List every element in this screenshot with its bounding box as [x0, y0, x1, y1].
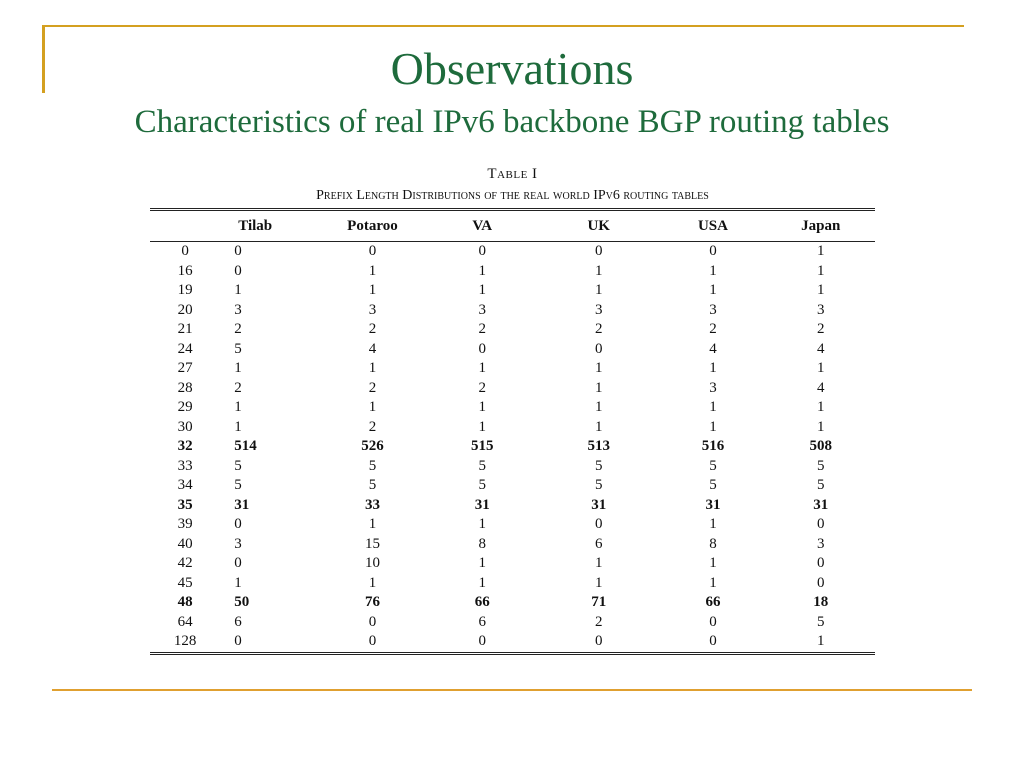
count-cell: 514: [234, 438, 257, 454]
count-cell: 1: [234, 574, 242, 591]
table-row: [150, 574, 875, 594]
count-cell: 1: [817, 633, 825, 649]
table-row: [150, 340, 875, 360]
count-cell: 1: [594, 399, 603, 415]
table-row: [150, 476, 875, 496]
count-cell: 5: [234, 457, 242, 474]
count-cell: 3: [368, 301, 377, 318]
count-cell: 1: [368, 262, 377, 279]
count-cell: 6: [594, 535, 603, 552]
count-cell: 1: [594, 262, 603, 279]
prefix-length-cell: 48: [177, 594, 193, 610]
count-cell: 31: [705, 496, 721, 513]
count-cell: 50: [234, 594, 250, 610]
header-cell: Tilab: [220, 210, 318, 242]
count-cell: 0: [234, 633, 242, 649]
prefix-length-cell: 30: [177, 418, 193, 435]
count-cell: 2: [368, 418, 377, 435]
count-cell: 1: [594, 379, 603, 396]
count-cell: 0: [478, 340, 486, 357]
count-cell: 2: [234, 379, 242, 396]
count-cell: 66: [705, 594, 721, 610]
count-cell: 2: [594, 613, 603, 630]
count-cell: 526: [361, 438, 384, 454]
prefix-length-cell: 20: [177, 301, 193, 318]
count-cell: 1: [709, 360, 717, 376]
table-row: [150, 632, 875, 653]
count-cell: 5: [368, 477, 377, 493]
count-cell: 1: [817, 262, 825, 279]
count-cell: 515: [470, 438, 494, 454]
table-label: Table I: [487, 166, 538, 182]
count-cell: 1: [709, 555, 717, 571]
count-cell: 5: [594, 457, 603, 474]
prefix-length-cell: 34: [177, 477, 193, 493]
count-cell: 1: [817, 282, 825, 298]
prefix-length-cell: 24: [177, 340, 193, 357]
prefix-length-cell: 35: [177, 496, 193, 513]
count-cell: 1: [234, 399, 242, 415]
count-cell: 3: [709, 379, 717, 396]
count-cell: 1: [817, 243, 825, 259]
count-cell: 1: [368, 282, 377, 298]
count-cell: 31: [474, 496, 490, 513]
table-row: [150, 554, 875, 574]
count-cell: 1: [594, 282, 603, 298]
count-cell: 3: [594, 301, 603, 318]
count-cell: 1: [817, 360, 825, 376]
count-cell: 4: [817, 379, 825, 396]
count-cell: 0: [594, 516, 603, 532]
count-cell: 1: [594, 418, 603, 435]
count-cell: 2: [368, 379, 377, 396]
count-cell: 1: [594, 555, 603, 571]
prefix-length-cell: 32: [177, 438, 193, 454]
header-cell: VA: [426, 210, 538, 242]
table-row: [150, 262, 875, 282]
count-cell: 1: [234, 360, 242, 376]
count-cell: 3: [234, 301, 242, 318]
count-cell: 2: [478, 321, 486, 337]
table-row: [150, 535, 875, 555]
count-cell: 33: [364, 496, 380, 513]
table-row: [150, 398, 875, 418]
prefix-length-cell: 42: [177, 555, 193, 571]
prefix-length-cell: 28: [177, 379, 193, 396]
count-cell: 0: [478, 633, 486, 649]
prefix-length-cell: 39: [177, 516, 193, 532]
count-cell: 4: [817, 340, 825, 357]
count-cell: 5: [594, 477, 603, 493]
table-row: [150, 281, 875, 301]
count-cell: 0: [709, 613, 717, 630]
prefix-length-cell: 19: [177, 282, 193, 298]
table-row: [150, 418, 875, 438]
header-cell: Potaroo: [319, 210, 427, 242]
table-row: [150, 301, 875, 321]
count-cell: 18: [813, 594, 829, 610]
count-cell: 1: [478, 262, 486, 279]
count-cell: 66: [474, 594, 490, 610]
bottom-accent-rule: [52, 689, 972, 691]
count-cell: 6: [234, 613, 242, 630]
count-cell: 2: [368, 321, 377, 337]
count-cell: 3: [817, 535, 825, 552]
count-cell: 6: [478, 613, 486, 630]
count-cell: 1: [478, 516, 486, 532]
count-cell: 5: [368, 457, 377, 474]
slide-title: Observations: [390, 43, 634, 94]
count-cell: 1: [478, 282, 486, 298]
count-cell: 5: [478, 477, 486, 493]
prefix-length-cell: 0: [181, 243, 189, 259]
count-cell: 1: [709, 418, 717, 435]
table-row: [150, 437, 875, 457]
prefix-length-cell: 16: [177, 262, 193, 279]
count-cell: 0: [368, 613, 377, 630]
count-cell: 8: [478, 535, 486, 552]
prefix-length-cell: 33: [177, 457, 193, 474]
count-cell: 1: [368, 574, 377, 591]
count-cell: 5: [478, 457, 486, 474]
prefix-length-cell: 27: [177, 360, 193, 376]
count-cell: 0: [368, 243, 377, 259]
count-cell: 0: [594, 633, 603, 649]
count-cell: 3: [709, 301, 717, 318]
count-cell: 8: [709, 535, 717, 552]
count-cell: 1: [478, 555, 486, 571]
prefix-length-table: [150, 208, 875, 655]
prefix-length-table-figure: [150, 165, 875, 655]
count-cell: 3: [817, 301, 825, 318]
count-cell: 1: [817, 418, 825, 435]
table-row: [150, 457, 875, 477]
count-cell: 516: [701, 438, 725, 454]
table-row: [150, 515, 875, 535]
table-row: [150, 320, 875, 340]
table-row: [150, 613, 875, 633]
count-cell: 1: [709, 574, 717, 591]
count-cell: 2: [709, 321, 717, 337]
count-cell: 0: [234, 555, 242, 571]
count-cell: 0: [234, 262, 242, 279]
count-cell: 3: [234, 535, 242, 552]
count-cell: 1: [478, 418, 486, 435]
count-cell: 0: [594, 340, 603, 357]
prefix-length-cell: 40: [177, 535, 193, 552]
count-cell: 1: [594, 574, 603, 591]
table-body: [150, 242, 875, 654]
header-cell: [150, 210, 220, 242]
count-cell: 5: [709, 457, 717, 474]
count-cell: 5: [234, 477, 242, 493]
count-cell: 5: [817, 457, 825, 474]
count-cell: 10: [364, 555, 380, 571]
table-row: [150, 496, 875, 516]
count-cell: 71: [591, 594, 607, 610]
prefix-length-cell: 128: [173, 633, 197, 649]
table-caption: Prefix Length Distributions of the real world IPv6 routing tables: [316, 188, 709, 203]
count-cell: 0: [817, 516, 825, 532]
table-header-row: [150, 210, 875, 242]
count-cell: 0: [709, 243, 717, 259]
table-row: [150, 379, 875, 399]
count-cell: 2: [594, 321, 603, 337]
count-cell: 1: [817, 399, 825, 415]
slide-subtitle: Characteristics of real IPv6 backbone BGP routing tables: [134, 104, 890, 140]
count-cell: 76: [364, 594, 380, 610]
count-cell: 1: [709, 282, 717, 298]
count-cell: 0: [709, 633, 717, 649]
count-cell: 1: [368, 360, 377, 376]
count-cell: 0: [234, 516, 242, 532]
count-cell: 31: [591, 496, 607, 513]
count-cell: 3: [478, 301, 486, 318]
header-cell: USA: [659, 210, 766, 242]
count-cell: 1: [478, 399, 486, 415]
header-cell: Japan: [767, 210, 875, 242]
count-cell: 15: [364, 535, 380, 552]
count-cell: 2: [234, 321, 242, 337]
count-cell: 1: [594, 360, 603, 376]
count-cell: 0: [478, 243, 486, 259]
count-cell: 2: [817, 321, 825, 337]
table-row: [150, 593, 875, 613]
count-cell: 0: [817, 574, 825, 591]
count-cell: 5: [817, 613, 825, 630]
count-cell: 508: [809, 438, 833, 454]
count-cell: 1: [234, 282, 242, 298]
top-accent-rule: [42, 25, 964, 27]
table-row: [150, 242, 875, 262]
count-cell: 1: [709, 262, 717, 279]
count-cell: 4: [368, 340, 377, 357]
prefix-length-cell: 64: [177, 613, 193, 630]
table-row: [150, 359, 875, 379]
count-cell: 5: [709, 477, 717, 493]
count-cell: 1: [234, 418, 242, 435]
count-cell: 1: [368, 399, 377, 415]
count-cell: 31: [813, 496, 829, 513]
count-cell: 1: [478, 574, 486, 591]
count-cell: 1: [709, 516, 717, 532]
count-cell: 2: [478, 379, 486, 396]
count-cell: 0: [594, 243, 603, 259]
count-cell: 0: [817, 555, 825, 571]
count-cell: 1: [368, 516, 377, 532]
count-cell: 1: [709, 399, 717, 415]
count-cell: 1: [478, 360, 486, 376]
count-cell: 4: [709, 340, 717, 357]
count-cell: 5: [817, 477, 825, 493]
header-cell: UK: [538, 210, 659, 242]
count-cell: 513: [587, 438, 610, 454]
count-cell: 5: [234, 340, 242, 357]
prefix-length-cell: 29: [177, 399, 193, 415]
count-cell: 0: [368, 633, 377, 649]
count-cell: 0: [234, 243, 242, 259]
count-cell: 31: [234, 496, 250, 513]
prefix-length-cell: 21: [177, 321, 193, 337]
prefix-length-cell: 45: [177, 574, 193, 591]
